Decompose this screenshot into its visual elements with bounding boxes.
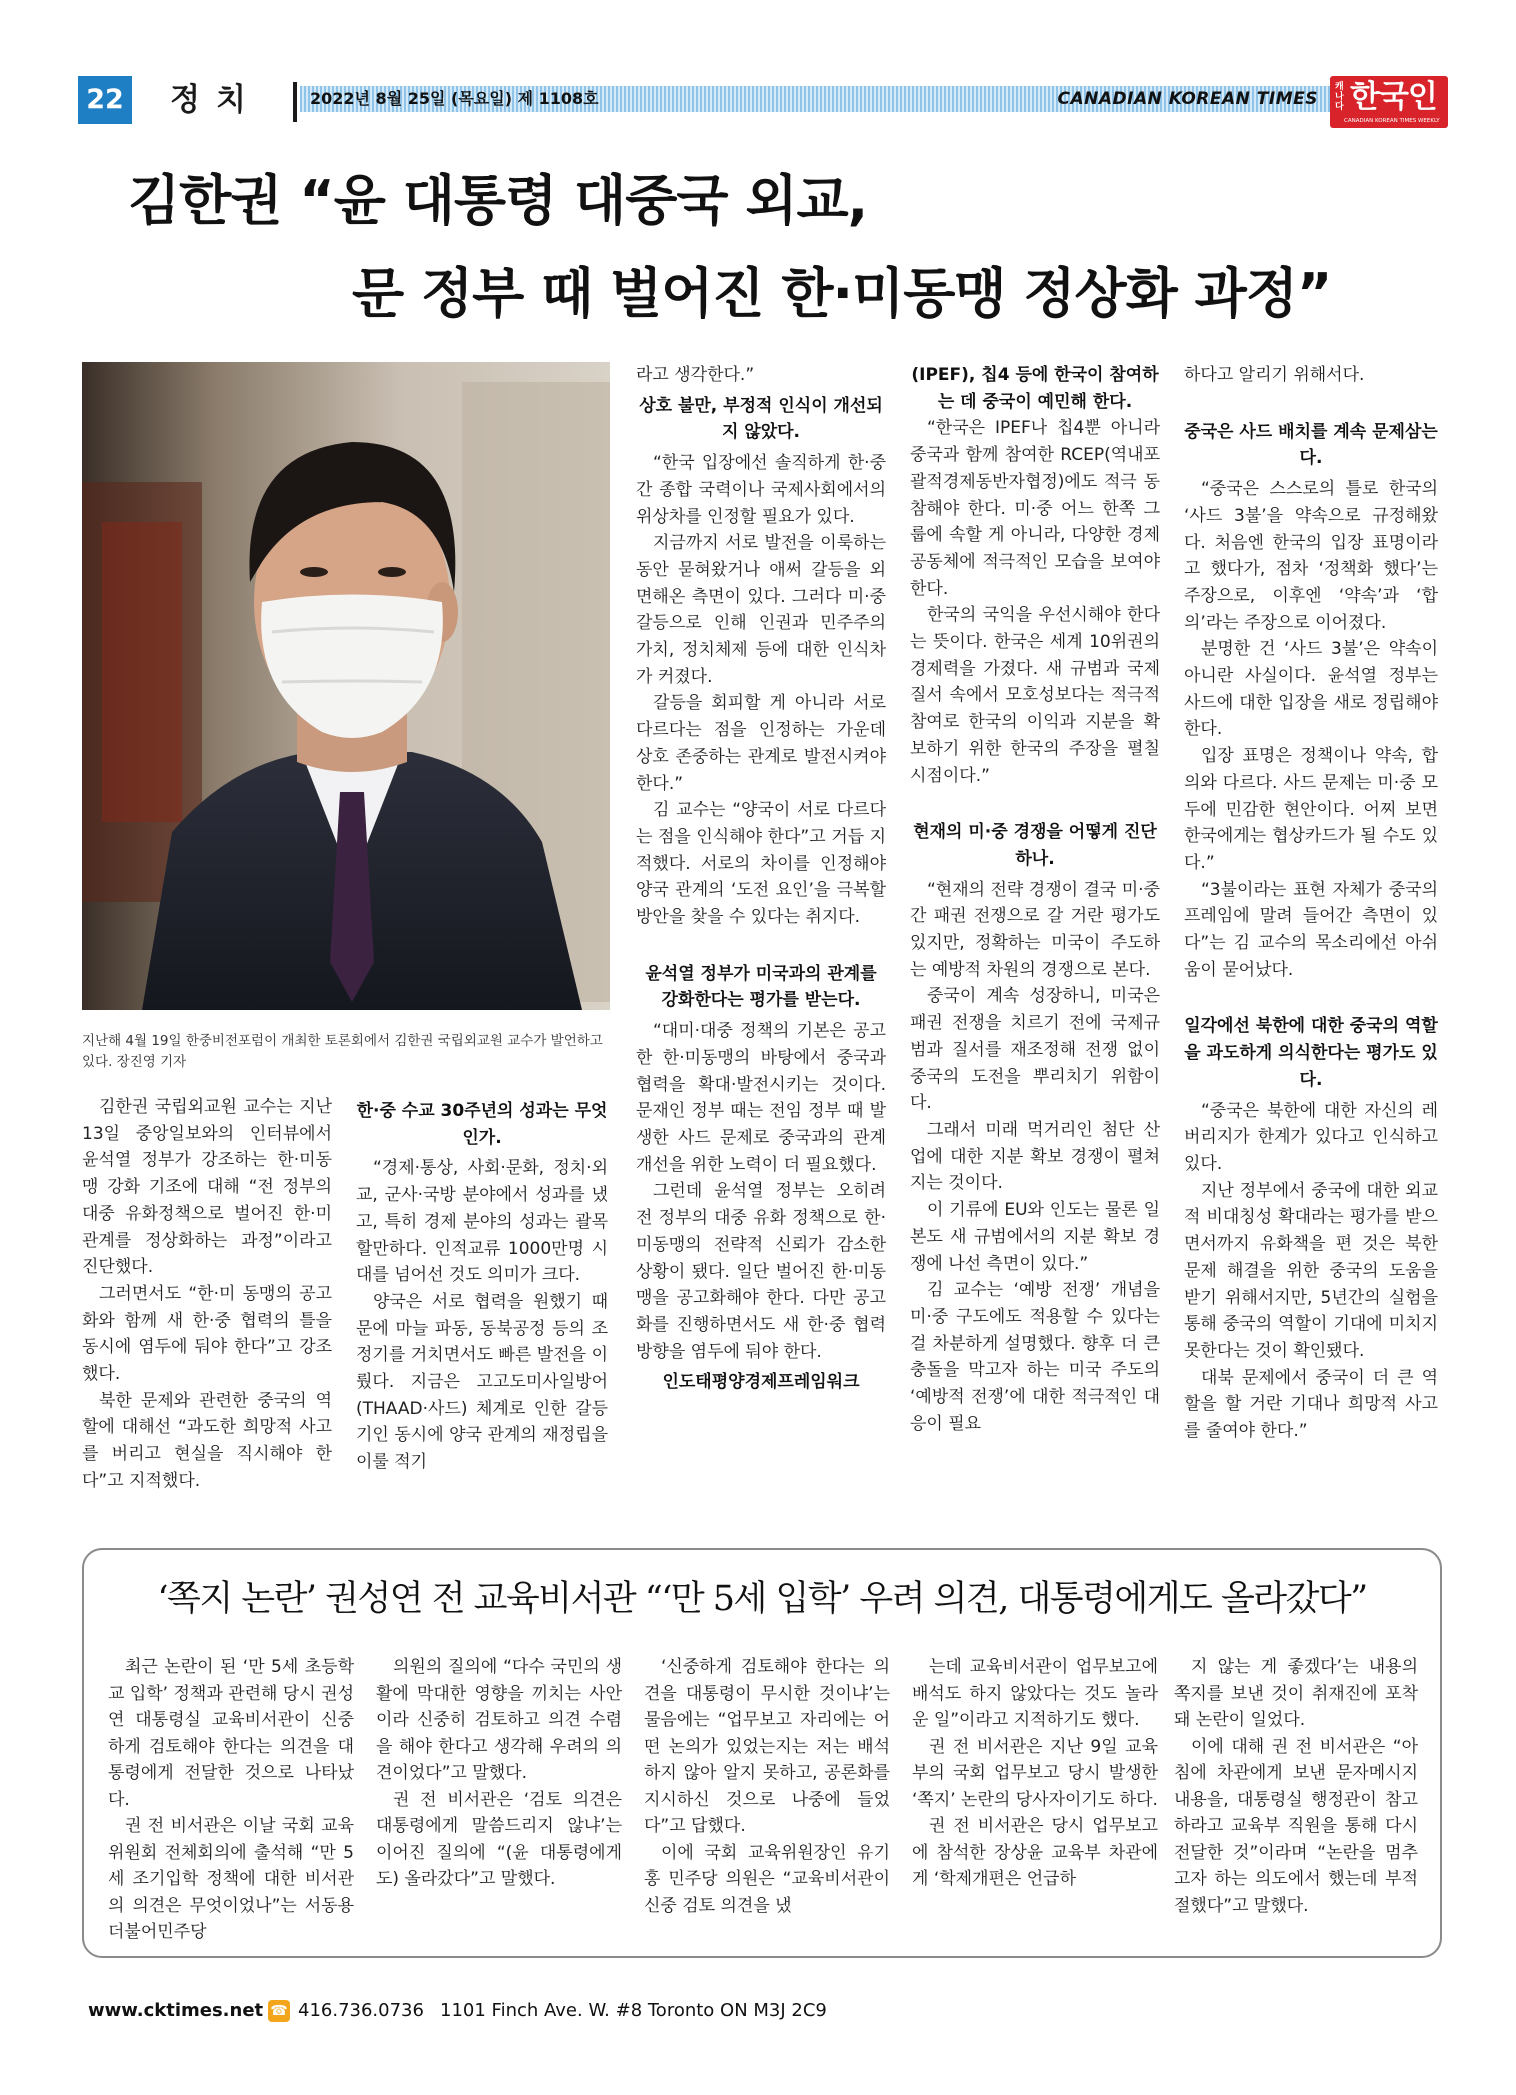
article-column-1 <box>82 1094 332 1495</box>
page-header <box>78 76 1448 124</box>
paragraph: 대북 문제에서 중국이 더 큰 역할을 할 거란 기대나 희망적 사고를 줄여야 한다.” <box>1184 1367 1438 1442</box>
secondary-column-5 <box>1174 1654 1418 1919</box>
interview-question: 윤석열 정부가 미국과의 관계를 강화한다는 평가를 받는다. <box>645 963 877 1011</box>
secondary-column-2 <box>376 1654 622 1893</box>
spacer <box>636 931 886 957</box>
logo-side-text: 캐나다 <box>1335 82 1344 112</box>
phone-number: 416.736.0736 <box>298 2000 424 2021</box>
paragraph: “한국은 IPEF나 칩4뿐 아니라 중국과 함께 참여한 RCEP(역내포괄적경제동반자협정)에도 적극 동참해야 한다. 미·중 어느 한쪽 그룹에 속할 게 아니라, 다양한 경제공동체에 적극적인 모습을 보여야 한다. <box>910 418 1160 599</box>
interview-question: 일각에선 북한에 대한 중국의 역할을 과도하게 의식한다는 평가도 있다. <box>1184 1016 1438 1090</box>
paragraph: “대미·대중 정책의 기본은 공고한 한·미동맹의 바탕에서 중국과 협력을 확대·발전시키는 것이다. 문재인 정부 때는 전임 정부 때 발생한 사드 문제로 중국과의 관계 개선을 위한 노력이 더 필요했다. <box>636 1021 886 1175</box>
article-column-3 <box>636 362 886 1396</box>
article-column-5 <box>1184 362 1438 1445</box>
paragraph: 한국의 국익을 우선시해야 한다는 뜻이다. 한국은 세계 10위권의 경제력을 가졌다. 새 규범과 국제 질서 속에서 모호성보다는 적극적 참여로 한국의 이익과 지분을 확보하기 위한 한국의 주장을 펼칠 시점이다.” <box>910 605 1160 786</box>
publication-name: CANADIAN KOREAN TIMES <box>1057 89 1318 109</box>
logo-main-text: 한국인 <box>1350 79 1437 115</box>
newspaper-logo <box>1330 76 1448 128</box>
paragraph: 북한 문제와 관련한 중국의 역할에 대해선 “과도한 희망적 사고를 버리고 현실을 직시해야 한다”고 지적했다. <box>82 1390 332 1491</box>
secondary-column-4 <box>912 1654 1158 1893</box>
headline-line-2: 문 정부 때 벌어진 한·미동맹 정상화 과정” <box>352 262 1332 325</box>
paragraph: “경제·통상, 사회·문화, 정치·외교, 군사·국방 분야에서 성과를 냈고, 특히 경제 분야의 성과는 괄목할만하다. 인적교류 1000만명 시대를 넘어선 것도 의미가 크다. <box>356 1158 608 1286</box>
paragraph: 그런데 윤석열 정부는 오히려 전 정부의 대중 유화 정책으로 한·미동맹의 전략적 신뢰가 감소한 상황이 됐다. 일단 벌어진 한·미동맹을 공고화해야 한다. 다만 공고화를 진행하면서도 새 한·중 협력 방향을 염두에 둬야 한다. <box>636 1181 886 1362</box>
paragraph: 이 기류에 EU와 인도는 물론 일본도 새 규범에서의 지분 확보 경쟁에 나선 측면이 있다.” <box>910 1200 1160 1274</box>
spacer <box>910 789 1160 815</box>
article-column-2 <box>356 1094 608 1476</box>
photo-caption: 지난해 4월 19일 한중비전포럼이 개최한 토론회에서 김한권 국립외교원 교수가 발언하고 있다. 장진영 기자 <box>82 1033 603 1070</box>
secondary-article-box <box>82 1548 1442 1958</box>
paragraph: “3불이라는 표현 자체가 중국의 프레임에 말려 들어간 측면이 있다”는 김 교수의 목소리에선 아쉬움이 묻어났다. <box>1184 879 1438 980</box>
paragraph: 권 전 비서관은 당시 업무보고에 참석한 장상윤 교육부 차관에게 ‘학제개편은 언급하 <box>912 1816 1158 1889</box>
paragraph: 는데 교육비서관이 업무보고에 배석도 하지 않았다는 것도 놀라운 일”이라고 지적하기도 했다. <box>912 1657 1158 1730</box>
paragraph: 양국은 서로 협력을 원했기 때문에 마늘 파동, 동북공정 등의 조정기를 거치면서도 빠른 발전을 이뤘다. 지금은 고고도미사일방어(THAAD·사드) 체계로 인한 갈등기인 동시에 양국 관계의 재정립을 이룰 적기 <box>356 1291 608 1473</box>
interview-question-continued: (IPEF), 칩4 등에 한국이 참여하는 데 중국이 예민해 한다. <box>911 365 1159 412</box>
paragraph: 김한권 국립외교원 교수는 지난 13일 중앙일보와의 인터뷰에서 윤석열 정부가 강조하는 한·미동맹 강화 기조에 대해 “전 정부의 대중 유화정책으로 벌어진 한·미 관계를 정상화하는 과정”이라고 진단했다. <box>82 1097 332 1278</box>
phone-icon: ☎ <box>268 2000 290 2022</box>
headline-line-1: 김한권 “윤 대통령 대중국 외교, <box>128 169 868 232</box>
paragraph: “중국은 스스로의 틀로 한국의 ‘사드 3불’을 약속으로 규정해왔다. 처음엔 한국의 입장 표명이라고 했다가, 점차 ‘정책화 했다’는 주장으로, 이후엔 ‘약속’과 ‘합의’라는 주장으로 이어졌다. <box>1184 479 1438 633</box>
portrait-image <box>82 362 610 1010</box>
paragraph: 그래서 미래 먹거리인 첨단 산업에 대한 지분 확보 경쟁이 펼쳐지는 것이다. <box>910 1119 1160 1194</box>
paragraph: 권 전 비서관은 이날 국회 교육위원회 전체회의에 출석해 “만 5세 조기입학 정책에 대한 비서관의 의견은 무엇이었나”는 서동용 더불어민주당 <box>108 1816 354 1942</box>
interview-question: 중국은 사드 배치를 계속 문제삼는다. <box>1184 421 1438 469</box>
section-title: 정치 <box>170 82 262 118</box>
paragraph: “중국은 북한에 대한 자신의 레버리지가 한계가 있다고 인식하고 있다. <box>1184 1100 1438 1174</box>
paragraph: “현재의 전략 경쟁이 결국 미·중간 패권 전쟁으로 갈 거란 평가도 있지만, 정확하는 미국이 주도하는 예방적 차원의 경쟁으로 본다. <box>910 879 1160 980</box>
paragraph: 그러면서도 “한·미 동맹의 공고화와 함께 새 한·중 협력의 틀을 동시에 염두에 둬야 한다”고 강조했다. <box>82 1283 332 1385</box>
paragraph: 이에 대해 권 전 비서관은 “아침에 차관에게 보낸 문자메시지 내용을, 대통령실 행정관이 참고하라고 교육부 직원을 통해 다시 전달한 것”이라며 “논란을 멈추고자 하는 의도에서 했는데 부적절했다”고 말했다. <box>1174 1736 1418 1916</box>
paragraph: ‘신중하게 검토해야 한다는 의견을 대통령이 무시한 것이냐’는 물음에는 “업무보고 자리에는 어떤 논의가 있었는지는 저는 배석하지 않아 알지 못하고, 공론화를 지시하신 것으로 나중에 들었다”고 답했다. <box>644 1657 890 1836</box>
paragraph: 지금까지 서로 발전을 이룩하는 동안 묻혀왔거나 애써 갈등을 외면해온 측면이 있다. 그러다 미·중 갈등으로 인해 인권과 민주주의 가치, 정치체제 등에 대한 인식차가 커졌다. <box>636 533 886 687</box>
article-column-4 <box>910 362 1160 1437</box>
paragraph: 권 전 비서관은 지난 9일 교육부의 국회 업무보고 당시 발생한 ‘쪽지’ 논란의 당사자이기도 하다. <box>912 1736 1158 1810</box>
paragraph: 권 전 비서관은 ‘검토 의견은 대통령에게 말씀드리지 않냐’는 이어진 질의에 “(윤 대통령에게도) 올라갔다”고 말했다. <box>376 1789 622 1889</box>
page-number: 22 <box>78 76 132 124</box>
secondary-column-3 <box>644 1654 890 1919</box>
paragraph: 의원의 질의에 “다수 국민의 생활에 막대한 영향을 끼치는 사안이라 신중히 검토하고 의견 수렴을 해야 한다고 생각해 우려의 의견이었다”고 말했다. <box>376 1657 622 1783</box>
paragraph: 갈등을 회피할 게 아니라 서로 다르다는 점을 인정하는 가운데 상호 존중하는 관계로 발전시켜야 한다.” <box>636 693 886 794</box>
logo-sub-text: CANADIAN KOREAN TIMES WEEKLY <box>1344 118 1440 124</box>
interview-question: 한·중 수교 30주년의 성과는 무엇인가. <box>356 1101 608 1148</box>
paragraph: 지 않는 게 좋겠다’는 내용의 쪽지를 보낸 것이 취재진에 포착돼 논란이 일었다. <box>1174 1657 1418 1730</box>
paragraph: 지난 정부에서 중국에 대한 외교적 비대칭성 확대라는 평가를 받으면서까지 유화책을 편 것은 북한 문제 해결을 위한 중국의 도움을 받기 위해서지만, 5년간의 실험을 통해 중국의 역할이 기대에 미치지 못한다는 것이 확인됐다. <box>1184 1180 1438 1361</box>
header-divider <box>293 82 297 122</box>
interview-question: 현재의 미·중 경쟁을 어떻게 진단하나. <box>913 822 1157 869</box>
paragraph: 중국이 계속 성장하니, 미국은 패권 전쟁을 치르기 전에 국제규범과 질서를 재조정해 전쟁 없이 중국의 도전을 뿌리치기 위함이다. <box>910 986 1160 1114</box>
paragraph: 김 교수는 ‘예방 전쟁’ 개념을 미·중 구도에도 적용할 수 있다는 걸 차분하게 설명했다. 향후 더 큰 충돌을 막고자 하는 미국 주도의 ‘예방적 전쟁’에 대한 적극적인 대응이 필요 <box>910 1280 1160 1434</box>
paragraph-bold-tail: 인도태평양경제프레임워크 <box>662 1372 860 1393</box>
paragraph: 입장 표명은 정책이나 약속, 합의와 다르다. 사드 문제는 미·중 모두에 민감한 현안이다. 어찌 보면 한국에게는 협상카드가 될 수도 있다.” <box>1184 746 1438 873</box>
paragraph: 김 교수는 “양국이 서로 다르다는 점을 인식해야 한다”고 거듭 지적했다. 서로의 차이를 인정해야 양국 관계의 ‘도전 요인’을 극복할 방안을 찾을 수 있다는 취지다. <box>636 800 886 928</box>
paragraph: 최근 논란이 된 ‘만 5세 초등학교 입학’ 정책과 관련해 당시 권성연 대통령실 교육비서관이 신중하게 검토해야 한다는 의견을 대통령에게 전달한 것으로 나타났다. <box>108 1657 354 1810</box>
article-photo <box>82 362 610 1010</box>
secondary-column-1 <box>108 1654 354 1946</box>
interview-question: 상호 불만, 부정적 인식이 개선되지 않았다. <box>639 395 883 443</box>
issue-date: 2022년 8월 25일 (목요일) 제 1108호 <box>310 89 599 108</box>
spacer <box>1184 389 1438 415</box>
secondary-article-title: ‘쪽지 논란’ 권성연 전 교육비서관 “‘만 5세 입학’ 우려 의견, 대통령에게도 올라갔다” <box>157 1579 1367 1619</box>
address: 1101 Finch Ave. W. #8 Toronto ON M3J 2C9 <box>440 2000 827 2021</box>
paragraph-continued: 하다고 알리기 위해서다. <box>1184 365 1365 385</box>
spacer <box>1184 983 1438 1009</box>
paragraph: 분명한 건 ‘사드 3불’은 약속이 아니란 사실이다. 윤석열 정부는 사드에 대한 입장을 새로 정립해야 한다. <box>1184 639 1438 740</box>
paragraph: 이에 국회 교육위원장인 유기홍 민주당 의원은 “교육비서관이 신중 검토 의견을 냈 <box>644 1842 890 1916</box>
paragraph: “한국 입장에선 솔직하게 한·중 간 종합 국력이나 국제사회에서의 위상차를 인정할 필요가 있다. <box>636 453 886 527</box>
paragraph-continued: 라고 생각한다.” <box>636 365 755 385</box>
website-link[interactable]: www.cktimes.net <box>88 2000 264 2021</box>
